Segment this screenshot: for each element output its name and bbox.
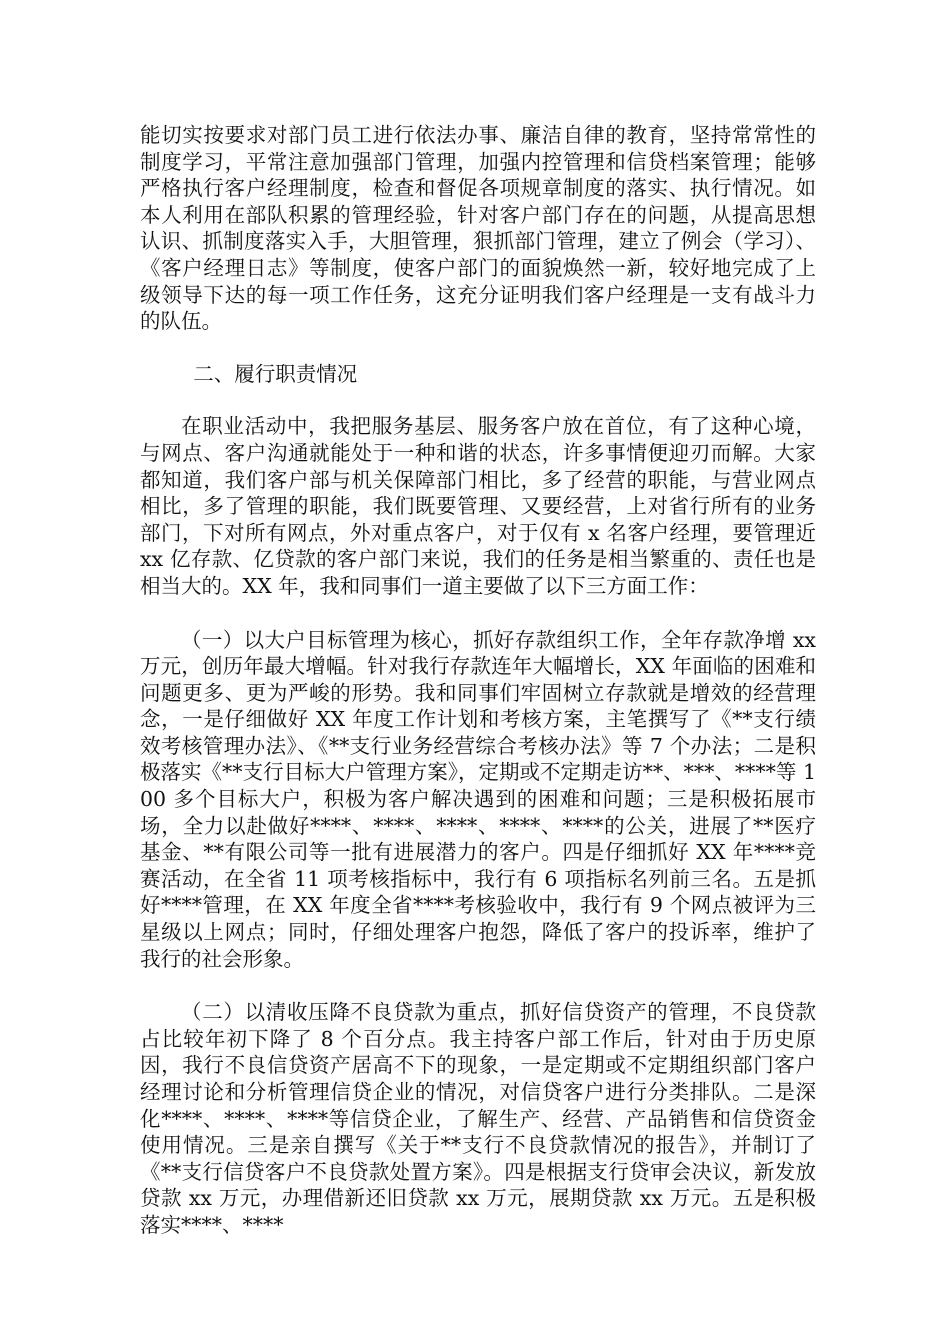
section-heading-duties: 二、履行职责情况 [193,361,358,386]
paragraph-duties-intro: 在职业活动中，我把服务基层、服务客户放在首位，有了这种心境，与网点、客户沟通就能处于一种和谐的状态，许多事情便迎刃而解。大家都知道，我们客户部与机关保障部门相比，多了经营的职能，与营业网点相比，多了管理的职能，我们既要管理、又要经营，上对省行所有的业务部门，下对所有网点，外对重点客户，对于仅有 x 名客户经理，要管理近 xx 亿存款、亿贷款的客户部门来说，我们的任务是相当繁重的、责任也是相当大的。XX 年，我和同事们一道主要做了以下三方面工作： [140,414,816,598]
document-page [140,122,816,1239]
paragraph-deposit-work: （一）以大户目标管理为核心，抓好存款组织工作，全年存款净增 xx 万元，创历年最大增幅。针对我行存款连年大幅增长，XX 年面临的困难和问题更多、更为严峻的形势。我和同事们牢固树立存款就是增效的经营理念，一是仔细做好 XX 年度工作计划和考核方案，主笔撰写了《**支行绩效考核管理办法》、《**支行业务经营综合考核办法》等 7 个办法；二是积极落实《**支行目标大户管理方案》，定期或不定期走访**、***、****等 100 多个目标大户，积极为客户解决遇到的困难和问题；三是积极拓展市场，全力以赴做好****、****、****、****、****的公关，进展了**医疗基金、**有限公司等一批有进展潜力的客户。四是仔细抓好 XX 年****竞赛活动，在全省 11 项考核指标中，我行有 6 项指标名列前三名。五是抓好****管理，在 XX 年度全省****考核验收中，我行有 9 个网点被评为三星级以上网点；同时，仔细处理客户抱怨，降低了客户的投诉率，维护了我行的社会形象。 [140,627,816,971]
paragraph-loan-management: （二）以清收压降不良贷款为重点，抓好信贷资产的管理，不良贷款占比较年初下降了 8 个百分点。我主持客户部工作后，针对由于历史原因，我行不良信贷资产居高不下的现象，一是定期或不定期组织部门客户经理讨论和分析管理信贷企业的情况，对信贷客户进行分类排队。二是深化****、****、****等信贷企业，了解生产、经营、产品销售和信贷资金使用情况。三是亲自撰写《关于**支行不良贷款情况的报告》，并制订了《**支行信贷客户不良贷款处置方案》。四是根据支行贷审会决议，新发放贷款 xx 万元，办理借新还旧贷款 xx 万元，展期贷款 xx 万元。五是积极落实****、**** [140,1000,816,1237]
paragraph-management: 能切实按要求对部门员工进行依法办事、廉洁自律的教育，坚持常常性的制度学习，平常注意加强部门管理，加强内控管理和信贷档案管理；能够严格执行客户经理制度，检查和督促各项规章制度的落实、执行情况。如本人利用在部队积累的管理经验，针对客户部门存在的问题，从提高思想认识、抓制度落实入手，大胆管理，狠抓部门管理，建立了例会（学习）、《客户经理日志》等制度，使客户部门的面貌焕然一新，较好地完成了上级领导下达的每一项工作任务，这充分证明我们客户经理是一支有战斗力的队伍。 [140,123,816,334]
